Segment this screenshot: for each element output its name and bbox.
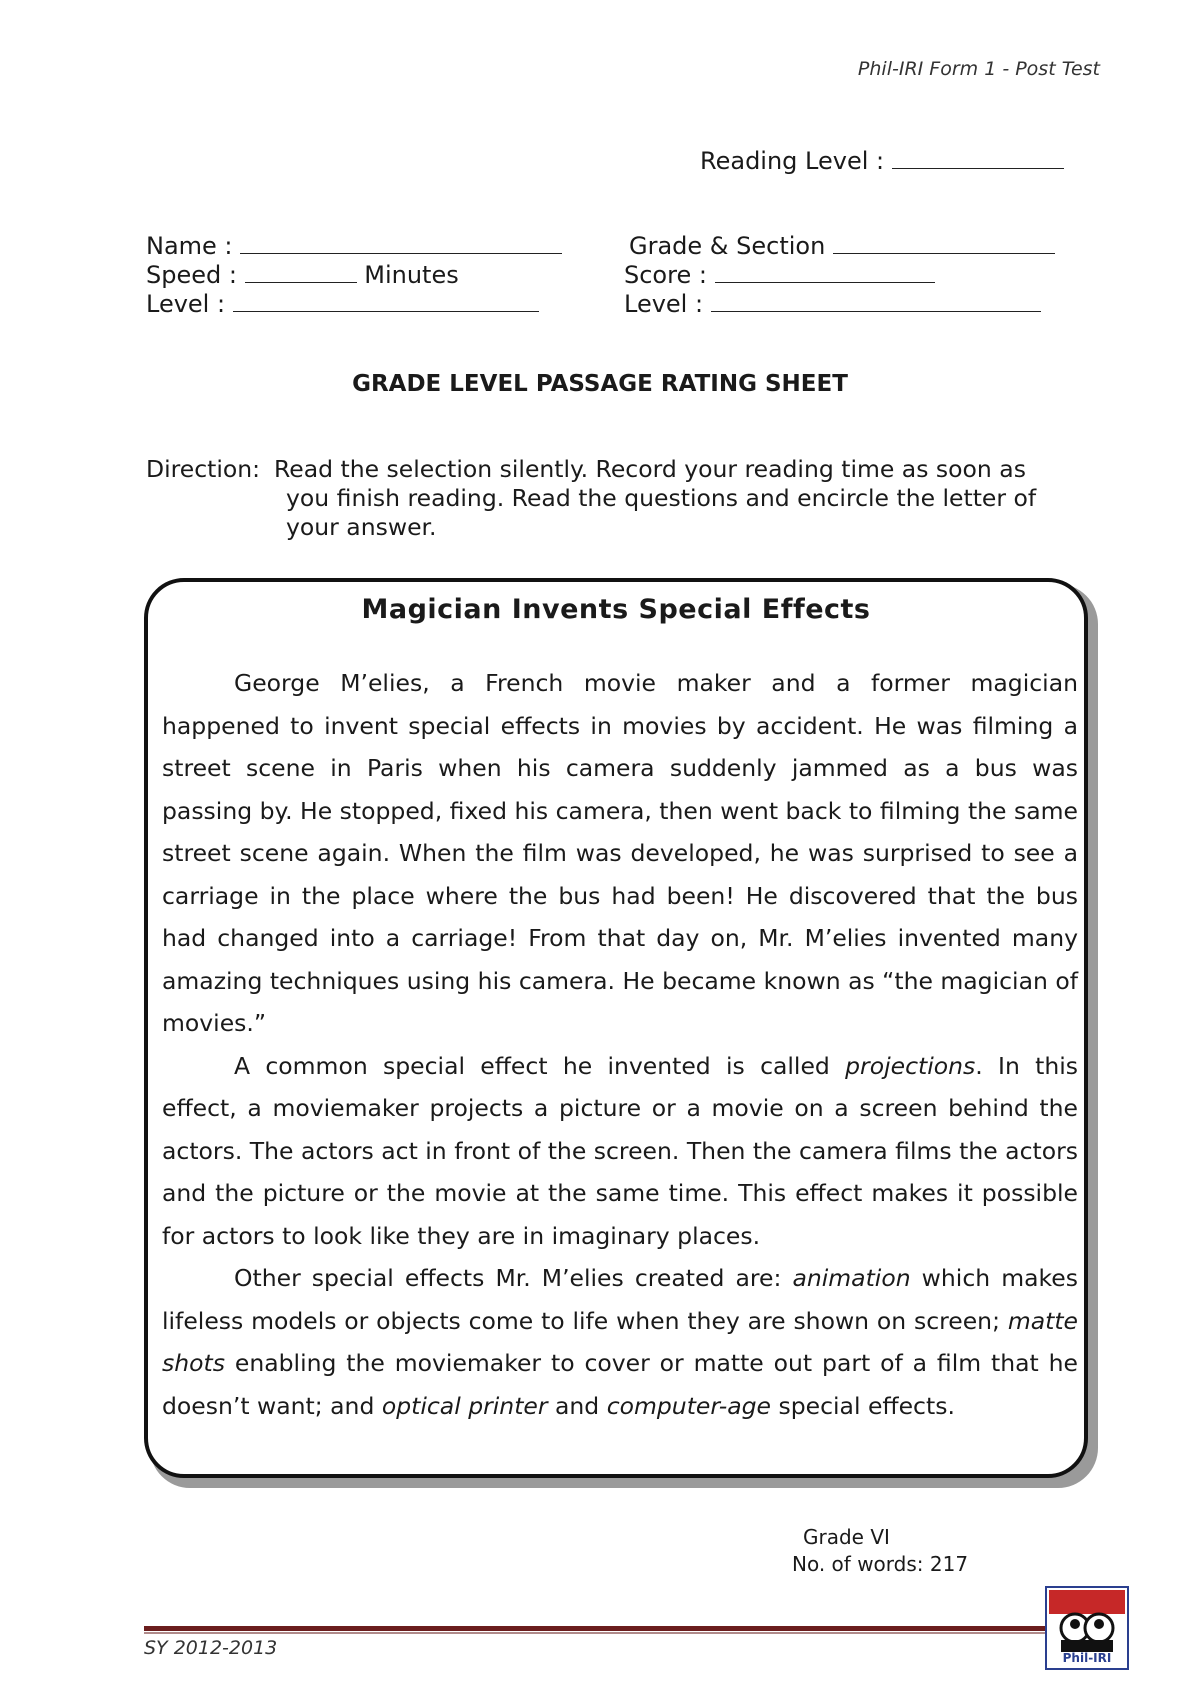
term-matte-shots: matte shots — [162, 1306, 1078, 1377]
story-title: Magician Invents Special Effects — [361, 594, 871, 625]
name-blank[interactable] — [240, 231, 562, 254]
grade-label: Grade VI — [803, 1525, 890, 1549]
word-count — [792, 1552, 968, 1576]
grade-section-blank[interactable] — [833, 231, 1055, 254]
direction-label: Direction: — [146, 455, 261, 483]
reading-level-field — [700, 146, 1064, 175]
level-left-blank[interactable] — [233, 289, 539, 312]
name-label: Name : — [146, 232, 233, 260]
phil-iri-logo — [1045, 1586, 1129, 1670]
form-label: Phil-IRI Form 1 - Post Test — [857, 58, 1100, 80]
word-count-value: 217 — [929, 1552, 969, 1576]
term-projections: projections — [845, 1051, 976, 1080]
grade-section-field — [629, 231, 1055, 260]
logo-text: Phil-IRI — [1062, 1651, 1112, 1665]
sheet-title: GRADE LEVEL PASSAGE RATING SHEET — [352, 371, 848, 397]
term-optical-printer: optical printer — [381, 1391, 548, 1420]
story-paragraph-2: A common special effect he invented is called projections. In this effect, a moviemaker projects a picture or a movie on a screen behind the actors. The actors act in front of the screen. Then the camera films the actors and the picture or the movie at the same time. This effect makes it possible for actors to look like they are in imaginary places. — [162, 1051, 1078, 1250]
term-computer-age: computer-age — [606, 1391, 772, 1420]
phil-iri-logo-icon — [1047, 1588, 1127, 1668]
reading-level-label: Reading Level : — [700, 147, 885, 175]
level-left-field — [146, 289, 539, 318]
term-animation: animation — [792, 1264, 911, 1292]
grade-section-label: Grade & Section — [629, 232, 826, 260]
level-right-blank[interactable] — [711, 289, 1041, 312]
level-right-field — [624, 289, 1041, 318]
story-paragraph-1: George M’elies, a French movie maker and a former magician happened to invent special effects in movies by accident. He was filming a street scene in Paris when his camera suddenly jammed as a bus was passing by. He stopped, fixed his camera, then went back to filming the same street scene again. When the film was developed, he was surprised to see a carriage in the place where the bus had been! He discovered that the bus had changed into a carriage! From that day on, Mr. M’elies invented many amazing techniques using his camera. He became known as “the magician of movies.” — [162, 669, 1078, 1037]
story-text — [162, 662, 1078, 1427]
reading-level-blank[interactable] — [892, 146, 1064, 169]
name-field — [146, 231, 562, 260]
story-paragraph-3: Other special effects Mr. M’elies created are: animation which makes lifeless models or objects come to life when they are shown on screen; matte shots enabling the moviemaker to cover or matte out part of a film that he doesn’t want; and optical printer and computer-age special effects. — [162, 1264, 1078, 1420]
minutes-label: Minutes — [364, 261, 459, 289]
level-right-label: Level : — [624, 290, 704, 318]
score-field — [624, 260, 935, 289]
speed-label: Speed : — [146, 261, 237, 289]
passage-box — [144, 578, 1088, 1478]
speed-field — [146, 260, 459, 289]
speed-blank[interactable] — [245, 260, 357, 283]
word-count-label: No. of words: — [792, 1552, 924, 1576]
footer-rule-shadow — [144, 1632, 1050, 1634]
direction-text: Read the selection silently. Record your reading time as soon as you finish reading. Read the questions and encircle the letter of your answer. — [274, 455, 1037, 541]
level-left-label: Level : — [146, 290, 226, 318]
footer-rule — [144, 1626, 1050, 1631]
school-year: SY 2012-2013 — [144, 1637, 278, 1659]
score-blank[interactable] — [715, 260, 935, 283]
score-label: Score : — [624, 261, 707, 289]
direction-block — [146, 455, 1066, 542]
